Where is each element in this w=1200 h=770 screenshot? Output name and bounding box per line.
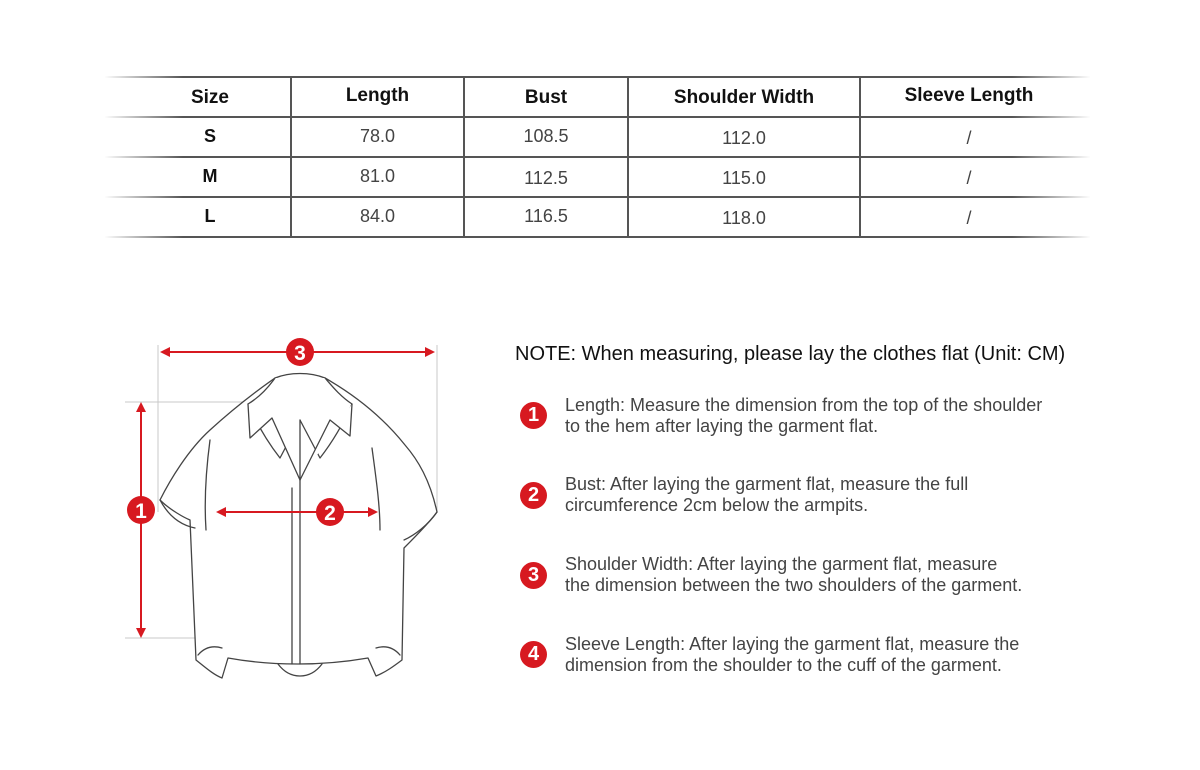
table-cell: / — [966, 168, 972, 188]
header-sleeve-length: Sleeve Length — [904, 85, 1034, 106]
table-cell-size: L — [204, 206, 216, 226]
note-line: circumference 2cm below the armpits. — [565, 495, 869, 515]
note-badge: 2 — [520, 482, 547, 509]
note-line: Sleeve Length: After laying the garment flat, measure the — [565, 634, 1020, 654]
table-cell: 116.5 — [524, 206, 568, 226]
table-cell: 84.0 — [359, 206, 396, 226]
note-text — [565, 554, 1105, 596]
garment-measurement-diagram — [115, 330, 455, 690]
table-cell: 118.0 — [722, 208, 766, 228]
header-bust: Bust — [524, 87, 568, 108]
table-cell: 78.0 — [359, 126, 396, 146]
table-cell-size: M — [202, 166, 218, 186]
header-length: Length — [345, 85, 410, 106]
note-line: the dimension between the two shoulders of the garment. — [565, 575, 1023, 595]
note-badge: 3 — [520, 562, 547, 589]
table-cell: / — [966, 128, 972, 148]
table-cell: 115.0 — [722, 168, 766, 188]
note-text — [565, 634, 1105, 676]
note-text — [565, 395, 1105, 437]
note-line: Length: Measure the dimension from the top of the shoulder — [565, 395, 1043, 415]
marker-1-label: 1 — [135, 500, 147, 523]
note-badge: 1 — [520, 402, 547, 429]
table-cell: 112.0 — [722, 128, 766, 148]
table-cell: / — [966, 208, 972, 228]
marker-3-label: 3 — [294, 342, 306, 365]
table-cell: 108.5 — [523, 126, 569, 146]
note-line: Bust: After laying the garment flat, measure the full — [565, 474, 969, 494]
note-badge: 4 — [520, 641, 547, 668]
shirt-outline — [160, 374, 437, 679]
marker-2-label: 2 — [324, 502, 336, 525]
note-line: dimension from the shoulder to the cuff of the garment. — [565, 655, 1002, 675]
size-chart-table — [105, 76, 1090, 238]
table-cell: 112.5 — [524, 168, 568, 188]
table-cell-size: S — [203, 126, 216, 146]
table-cell: 81.0 — [359, 166, 396, 186]
note-line: Shoulder Width: After laying the garment flat, measure — [565, 554, 998, 574]
note-title: NOTE: When measuring, please lay the clothes flat (Unit: CM) — [515, 343, 1066, 365]
note-text — [565, 474, 1105, 516]
note-line: to the hem after laying the garment flat. — [565, 416, 879, 436]
header-shoulder-width: Shoulder Width — [673, 87, 815, 108]
header-size: Size — [190, 87, 230, 108]
